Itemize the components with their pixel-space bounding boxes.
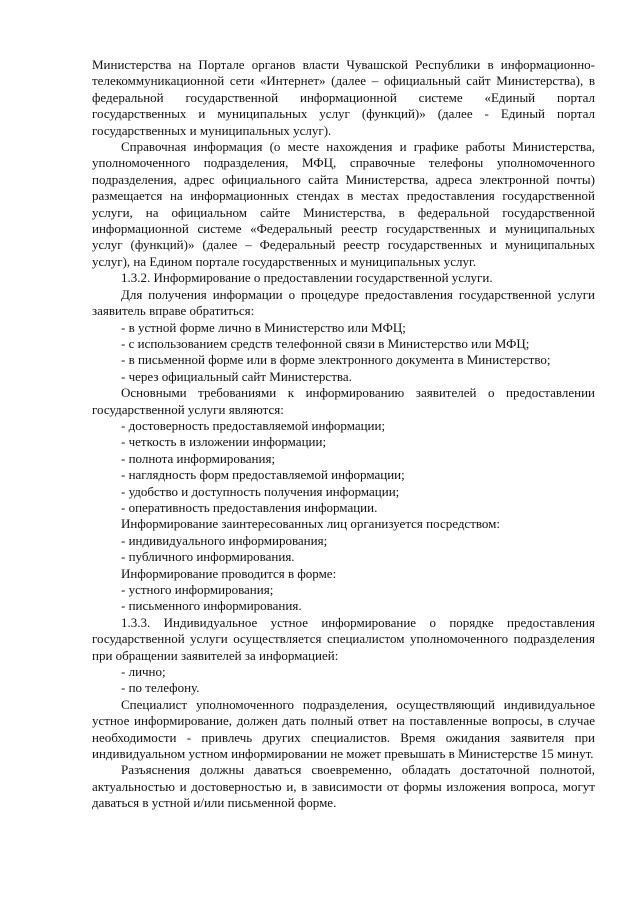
paragraph-specialist: Специалист уполномоченного подразделения, осуществляющий индивидуальное устное информирование, должен дать полный ответ на поставленные вопросы, в случае необходимости - привлечь других специалистов. Время ожидания заявителя при индивидуальном устном информировании не может превышать в Министерстве 15 минут. bbox=[92, 696, 595, 762]
list-item: - с использованием средств телефонной связи в Министерство или МФЦ; bbox=[121, 335, 530, 351]
list-item: - публичного информирования. bbox=[121, 549, 295, 565]
section-heading-1-3-2: 1.3.2. Информирование о предоставлении государственной услуги. bbox=[121, 270, 493, 286]
paragraph-informing-form: Информирование проводится в форме: bbox=[121, 565, 337, 581]
list-item: - устного информирования; bbox=[121, 582, 274, 597]
list-item: - оперативность предоставления информации. bbox=[121, 499, 378, 515]
list-item: - через официальный сайт Министерства. bbox=[121, 368, 352, 384]
document-page bbox=[92, 57, 595, 812]
list-item: - достоверность предоставляемой информации; bbox=[121, 417, 386, 433]
list-item: - четкость в изложении информации; bbox=[121, 434, 327, 450]
section-paragraph-1-3-3: 1.3.3. Индивидуальное устное информирование о порядке предоставления государственной услуги осуществляется специалистом уполномоченного подразделения при обращении заявителей за информацией: bbox=[92, 614, 595, 663]
list-item: - письменного информирования. bbox=[121, 598, 302, 614]
paragraph-informing-organized: Информирование заинтересованных лиц организуется посредством: bbox=[121, 516, 501, 532]
paragraph-reference-info: Справочная информация (о месте нахождения и графике работы Министерства, уполномоченного подразделения, МФЦ, справочные телефоны уполномоченного подразделения, адрес официального сайта Министерства, адреса электронной почты) размещается на информационных стендах в местах предоставления государственной услуги, на официальном сайте Министерства, в федеральной государственной информационной системе «Федеральный реестр государственных и муниципальных услуг (функций)» (далее – Федеральный реестр государственных и муниципальных услуг), на Едином портале государственных и муниципальных услуг. bbox=[92, 139, 595, 269]
list-item: - наглядность форм предоставляемой информации; bbox=[121, 467, 405, 483]
paragraph-portal-intro: Министерства на Портале органов власти Чувашской Республики в информационно-телекоммуникационной сети «Интернет» (далее – официальный сайт Министерства), в федеральной государственной информационной системе «Единый портал государственных и муниципальных услуг (функций)» (далее - Единый портал государственных и муниципальных услуг). bbox=[92, 57, 595, 138]
paragraph-explanations: Разъяснения должны даваться своевременно, обладать достаточной полнотой, актуальностью и достоверностью и, в зависимости от формы изложения вопроса, могут даваться в устной и/или письменной форме. bbox=[92, 762, 595, 811]
list-item: - индивидуального информирования; bbox=[121, 532, 328, 548]
list-item: - удобство и доступность получения информации; bbox=[121, 483, 400, 499]
list-item: - лично; bbox=[121, 664, 166, 680]
list-item: - в письменной форме или в форме электронного документа в Министерство; bbox=[121, 352, 551, 368]
paragraph-how-to-apply: Для получения информации о процедуре предоставления государственной услуги заявитель вправе обратиться: bbox=[92, 286, 595, 319]
list-item: - полнота информирования; bbox=[121, 450, 276, 466]
paragraph-requirements: Основными требованиями к информированию заявителей о предоставлении государственной услуги являются: bbox=[92, 385, 595, 417]
list-item: - по телефону. bbox=[121, 680, 200, 696]
list-item: - в устной форме лично в Министерство или МФЦ; bbox=[121, 319, 406, 335]
